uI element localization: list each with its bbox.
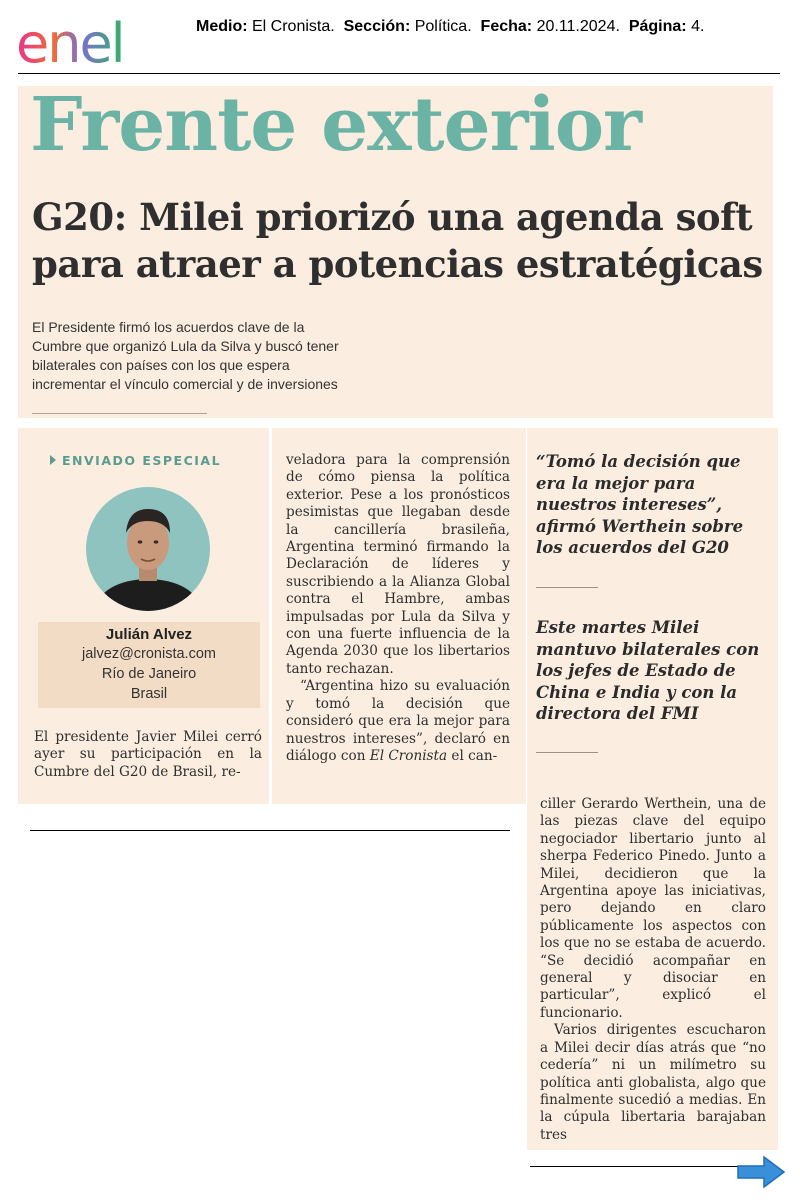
headline xyxy=(32,194,767,288)
triangle-right-icon xyxy=(50,455,56,465)
headline-line: G20: Milei priorizó una agenda soft xyxy=(32,195,753,239)
press-metadata xyxy=(196,18,796,36)
enel-logo xyxy=(14,8,179,70)
pull-quote: “Tomó la decisión que era la mejor para nuestros intereses”, afirmó Werthein sobre los acuerdos del G20 xyxy=(536,452,744,557)
pull-quote: Este martes Milei mantuvo bilaterales con los jefes de Estado de China e India y con la directora del FMI xyxy=(536,618,760,723)
body-column-1 xyxy=(34,729,262,781)
medio-value: El Cronista. xyxy=(252,18,335,35)
dek-line: incrementar el vínculo comercial y de inversiones xyxy=(32,376,338,392)
section-title: Frente exterior xyxy=(30,82,642,168)
body-paragraph: Varios dirigentes escucharon a Milei decir días atrás que “no cedería” ni un milímetro su política anti globalista, algo que finalmente sucedió a medias. En la cúpula libertaria barajaban tres xyxy=(540,1022,766,1143)
bottom-divider xyxy=(30,830,510,831)
publication-name: El Cronista xyxy=(369,747,448,764)
dek-divider xyxy=(32,413,207,414)
svg-text:enel: enel xyxy=(16,12,124,70)
author-city: Río de Janeiro xyxy=(101,666,197,682)
paragraph-text: “Argentina hizo su evaluación y tomó la decisión que consideró que era la mejor para nuestros intereses”, declaró en diálogo con xyxy=(286,678,510,764)
body-column-3 xyxy=(540,796,766,1144)
header-divider xyxy=(18,73,780,74)
article-dek xyxy=(32,318,377,394)
author-photo xyxy=(86,487,210,611)
quote-divider xyxy=(536,752,598,753)
dek-line: Cumbre que organizó Lula da Silva y buscó tener xyxy=(32,338,339,354)
medio-label: Medio: xyxy=(196,18,248,35)
bottom-divider xyxy=(530,1166,738,1167)
dek-line: El Presidente firmó los acuerdos clave de la xyxy=(32,319,305,335)
next-page-arrow-icon[interactable] xyxy=(736,1155,786,1189)
body-paragraph: ciller Gerardo Werthein, una de las piezas clave del equipo negociador libertario junto al sherpa Federico Pinedo. Junto a Milei, decidieron que la Argentina apoye las iniciativas, pero dejando en claro públicamente los aspectos con los que no se estaba de acuerdo. “Se decidió acompañar en general y disociar en particular”, explicó el funcionario. xyxy=(540,796,766,1021)
body-column-2 xyxy=(286,452,510,765)
paragraph-text: el can- xyxy=(447,747,498,764)
kicker-text: ENVIADO ESPECIAL xyxy=(62,453,222,468)
pagina-value: 4. xyxy=(691,18,705,35)
author-country: Brasil xyxy=(130,686,168,702)
seccion-value: Política. xyxy=(414,18,472,35)
fecha-value: 20.11.2024. xyxy=(536,18,620,35)
body-paragraph xyxy=(286,678,510,765)
headline-line: para atraer a potencias estratégicas xyxy=(32,242,763,286)
dek-line: bilaterales con países con los que espera xyxy=(32,357,290,373)
body-paragraph: veladora para la comprensión de cómo piensa la política exterior. Pese a los pronósticos pesimistas que llegaban desde la cancillería brasileña, Argentina terminó firmando la Declaración de líderes y suscribiendo a la Alianza Global contra el Hambre, ambas impulsadas por Lula da Silva y con una fuerte influencia de la Agenda 2030 que los libertarios tanto rechazan. xyxy=(286,452,510,677)
author-name: Julián Alvez xyxy=(105,626,193,643)
seccion-label: Sección: xyxy=(343,18,411,35)
pagina-label: Página: xyxy=(628,18,687,35)
body-paragraph: El presidente Javier Milei cerró ayer su participación en la Cumbre del G20 de Brasil, re- xyxy=(34,729,262,780)
fecha-label: Fecha: xyxy=(480,18,533,35)
author-email[interactable]: jalvez@cronista.com xyxy=(82,646,216,662)
byline-kicker xyxy=(50,453,221,468)
quote-divider xyxy=(536,587,598,588)
author-portrait-icon xyxy=(86,487,210,611)
